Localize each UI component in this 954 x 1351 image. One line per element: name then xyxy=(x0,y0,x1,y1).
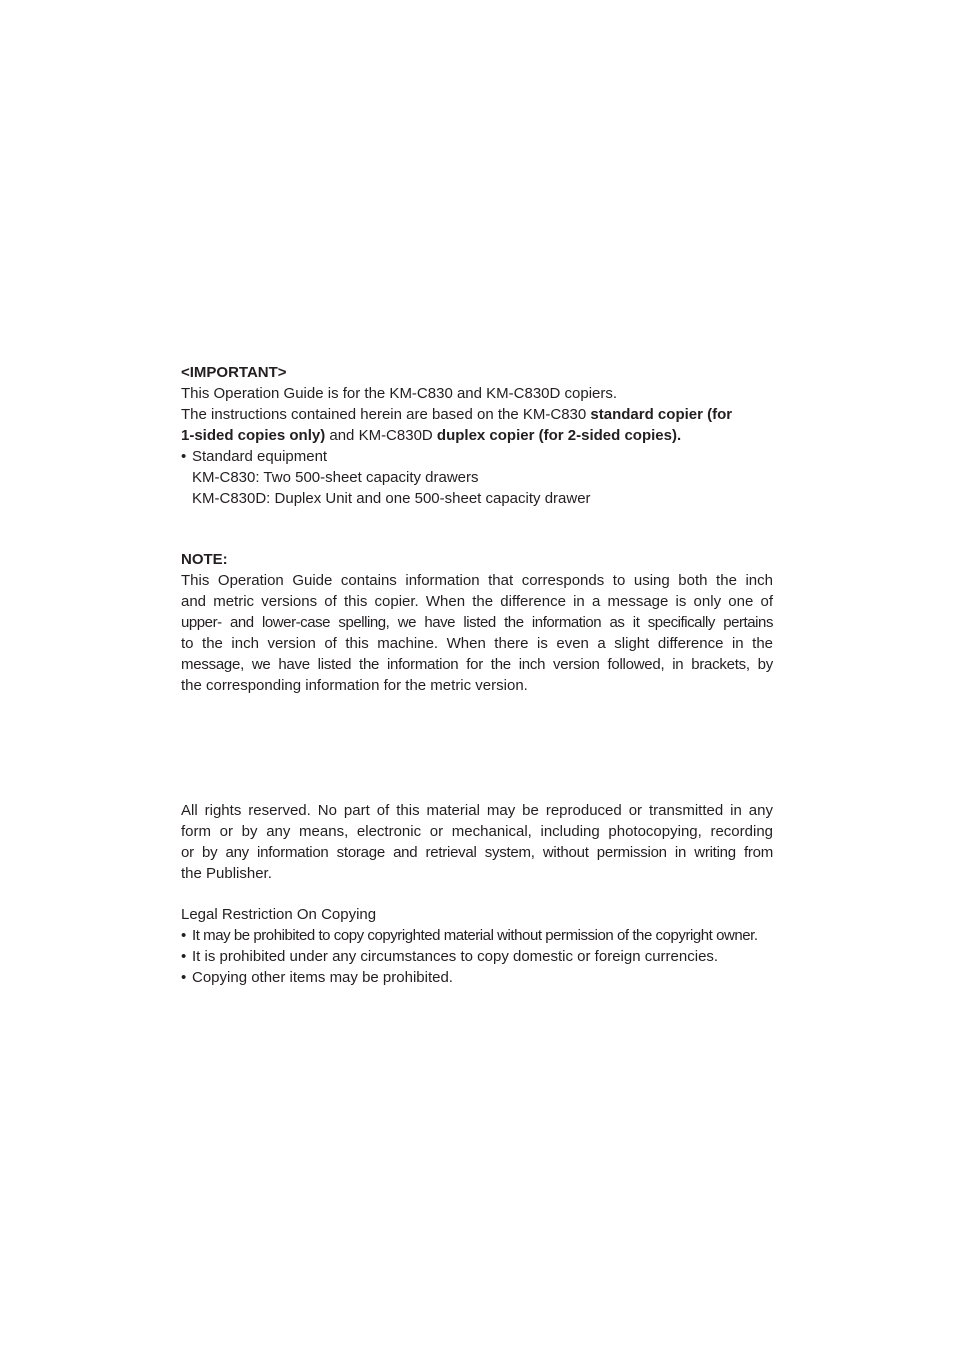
legal-item-text: It is prohibited under any circumstances to copy domestic or foreign currencies. xyxy=(192,948,719,965)
note-line: upper- and lower-case spelling, we have listed the information as it specifically pertains xyxy=(181,614,773,631)
important-section xyxy=(181,362,773,509)
important-duplex-copier-bold: duplex copier (for 2-sided copies). xyxy=(436,427,682,444)
standard-equipment-label: Standard equipment xyxy=(192,448,328,465)
legal-item-currency xyxy=(181,946,773,967)
important-instructions-text: The instructions contained herein are based on the KM-C830 xyxy=(181,406,591,423)
important-one-sided-bold: 1-sided copies only) xyxy=(181,427,326,444)
important-guide-scope: This Operation Guide is for the KM-C830 and KM-C830D copiers. xyxy=(181,385,618,402)
note-heading: NOTE: xyxy=(181,551,228,568)
rights-section xyxy=(181,800,773,884)
rights-line: form or by any means, electronic or mechanical, including photocopying, recording xyxy=(181,823,773,840)
legal-heading: Legal Restriction On Copying xyxy=(181,906,377,923)
note-section xyxy=(181,549,773,696)
bullet-glyph: • xyxy=(181,948,187,965)
rights-line: the Publisher. xyxy=(181,865,272,882)
important-instructions-line-1 xyxy=(181,404,773,425)
standard-equipment-item xyxy=(181,446,773,467)
important-heading: <IMPORTANT> xyxy=(181,364,287,381)
note-line: the corresponding information for the metric version. xyxy=(181,677,528,694)
note-line: message, we have listed the information for the inch version followed, in brackets, by xyxy=(181,656,773,673)
important-instructions-line-2 xyxy=(181,425,773,446)
legal-restriction-section xyxy=(181,904,773,988)
equipment-km-c830: KM-C830: Two 500-sheet capacity drawers xyxy=(192,469,479,486)
bullet-glyph: • xyxy=(181,448,187,465)
rights-line: or by any information storage and retrieval system, without permission in writing from xyxy=(181,844,773,861)
note-line: and metric versions of this copier. When the difference in a message is only one of xyxy=(181,593,773,610)
note-line: to the inch version of this machine. When there is even a slight difference in the xyxy=(181,635,773,652)
legal-item-copyright xyxy=(181,925,773,946)
important-and-text: and KM-C830D xyxy=(325,427,437,444)
legal-item-other xyxy=(181,967,773,988)
equipment-km-c830d: KM-C830D: Duplex Unit and one 500-sheet capacity drawer xyxy=(192,490,591,507)
note-line: This Operation Guide contains information that corresponds to using both the inch xyxy=(181,572,773,589)
bullet-glyph: • xyxy=(181,927,186,944)
legal-item-text: It may be prohibited to copy copyrighted material without permission of the copyright owner. xyxy=(192,927,758,944)
rights-line: All rights reserved. No part of this material may be reproduced or transmitted in any xyxy=(181,802,773,819)
legal-item-text: Copying other items may be prohibited. xyxy=(192,969,453,986)
bullet-glyph: • xyxy=(181,969,187,986)
important-standard-copier-bold: standard copier (for xyxy=(590,406,733,423)
